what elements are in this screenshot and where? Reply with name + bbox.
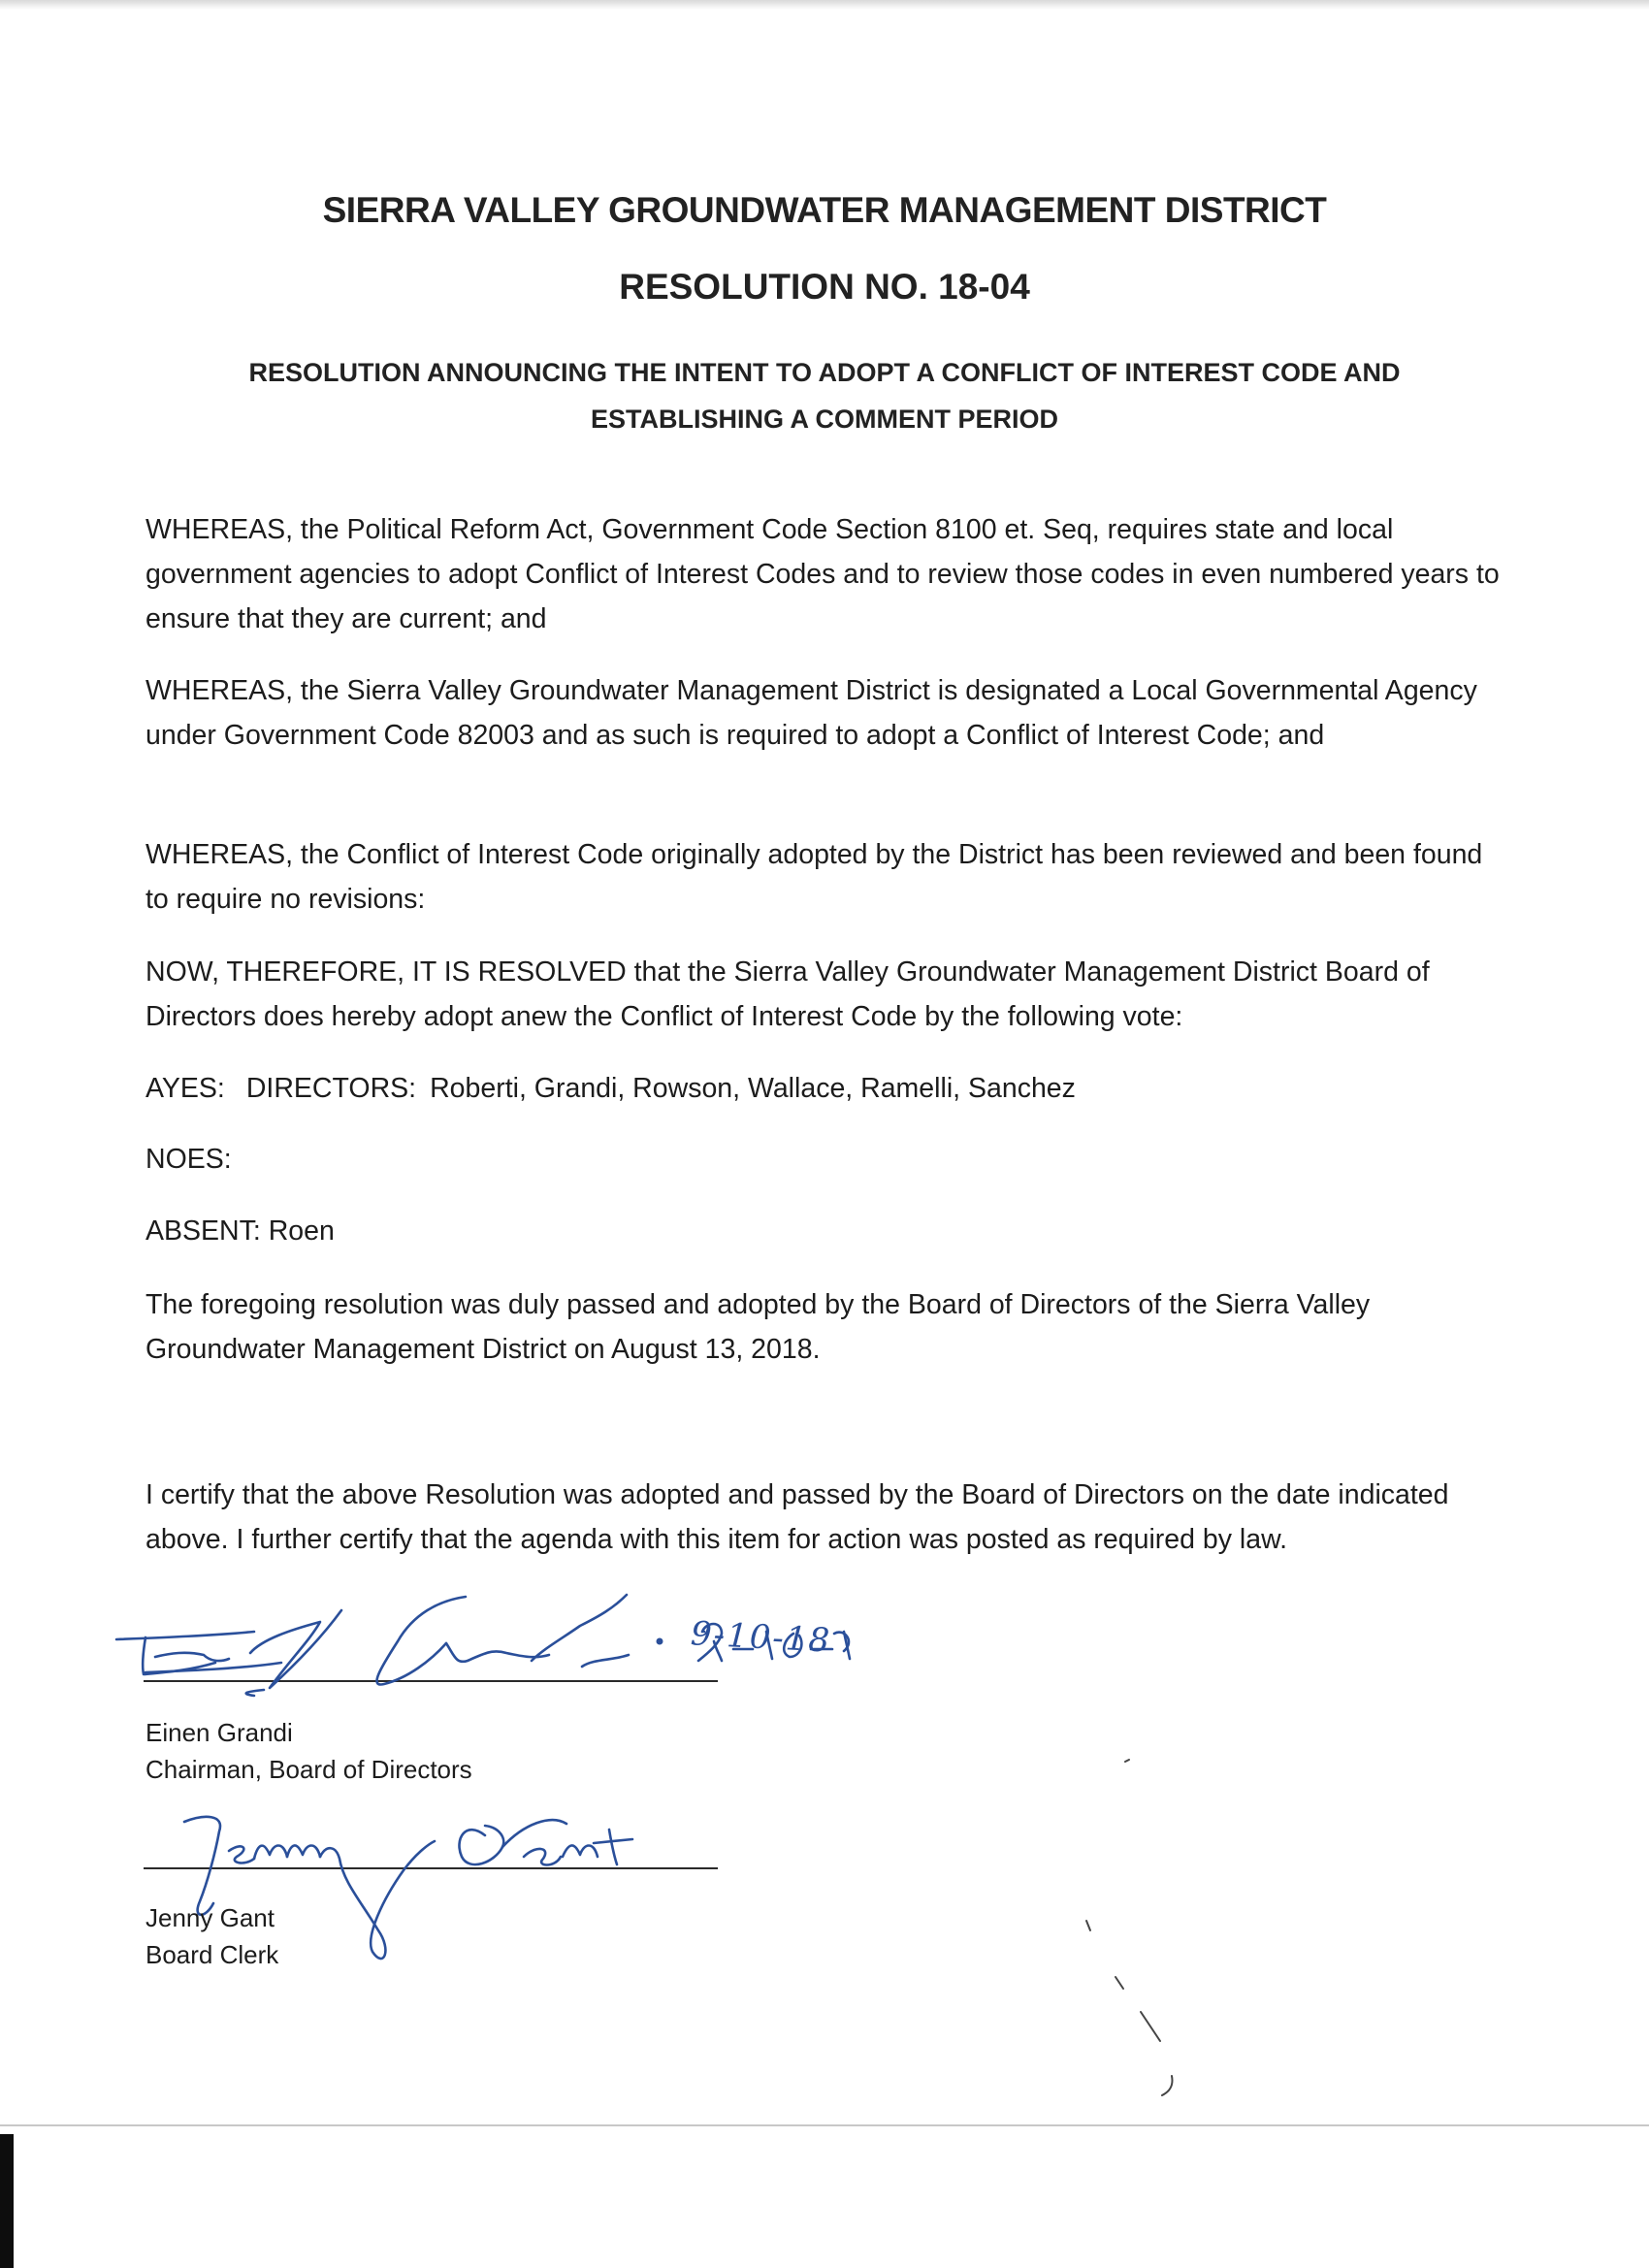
ayes-names: Roberti, Grandi, Rowson, Wallace, Ramelli, Sanchez: [430, 1073, 1076, 1104]
vote-absent: [146, 1209, 1504, 1253]
resolution-subtitle: [223, 349, 1426, 442]
organization-title: SIERRA VALLEY GROUNDWATER MANAGEMENT DISTRICT: [322, 190, 1327, 230]
ayes-directors-label: DIRECTORS:: [245, 1073, 417, 1104]
clerk-title: Board Clerk: [146, 1940, 279, 1969]
scan-top-edge: [0, 0, 1649, 10]
clerk-name: Jenny Gant: [146, 1903, 275, 1932]
clerk-signature-line: [144, 1867, 718, 1869]
chairman-title: Chairman, Board of Directors: [146, 1755, 472, 1784]
clerk-signer-block: [146, 1899, 278, 1973]
chairman-handwritten-date: 9-10-18: [690, 1614, 833, 1661]
whereas-paragraph-1: WHEREAS, the Political Reform Act, Government Code Section 8100 et. Seq, requires state and local government agencies to adopt Conflict of Interest Codes and to review those codes in even numbered years to ensure that they are current; and: [146, 514, 1500, 634]
vote-ayes: [146, 1066, 1504, 1111]
ayes-label: AYES:: [146, 1073, 225, 1104]
resolution-number: RESOLUTION NO. 18-04: [619, 267, 1030, 307]
whereas-paragraph-2: WHEREAS, the Sierra Valley Groundwater Management District is designated a Local Governmental Agency under Government Code 82003 and as such is required to adopt a Conflict of Interest Code; and: [146, 675, 1477, 751]
noes-label: NOES:: [146, 1144, 232, 1175]
chairman-signer-block: [146, 1714, 472, 1788]
subtitle-line-2: ESTABLISHING A COMMENT PERIOD: [590, 405, 1058, 434]
whereas-paragraph-3: WHEREAS, the Conflict of Interest Code originally adopted by the District has been reviewed and been found to require no revisions:: [146, 839, 1483, 915]
absent-names: Roen: [268, 1215, 335, 1247]
subtitle-line-1: RESOLUTION ANNOUNCING THE INTENT TO ADOPT A CONFLICT OF INTEREST CODE AND: [248, 358, 1401, 387]
absent-label: ABSENT:: [146, 1215, 261, 1247]
vote-noes: [146, 1137, 1504, 1182]
adoption-statement: The foregoing resolution was duly passed and adopted by the Board of Directors of the Sierra Valley Groundwater Management District on August 13, 2018.: [146, 1289, 1371, 1365]
chairman-name: Einen Grandi: [146, 1718, 293, 1747]
chairman-signature-line: [144, 1680, 718, 1682]
scan-shadow: [0, 2134, 14, 2268]
resolved-paragraph: NOW, THEREFORE, IT IS RESOLVED that the Sierra Valley Groundwater Management District Board of Directors does hereby adopt anew the Conflict of Interest Code by the following vote:: [146, 956, 1430, 1032]
page-bottom-edge: [0, 2124, 1649, 2126]
certification-paragraph: I certify that the above Resolution was adopted and passed by the Board of Directors on the date indicated above. I further certify that the agenda with this item for action was posted as required by law.: [146, 1479, 1449, 1555]
